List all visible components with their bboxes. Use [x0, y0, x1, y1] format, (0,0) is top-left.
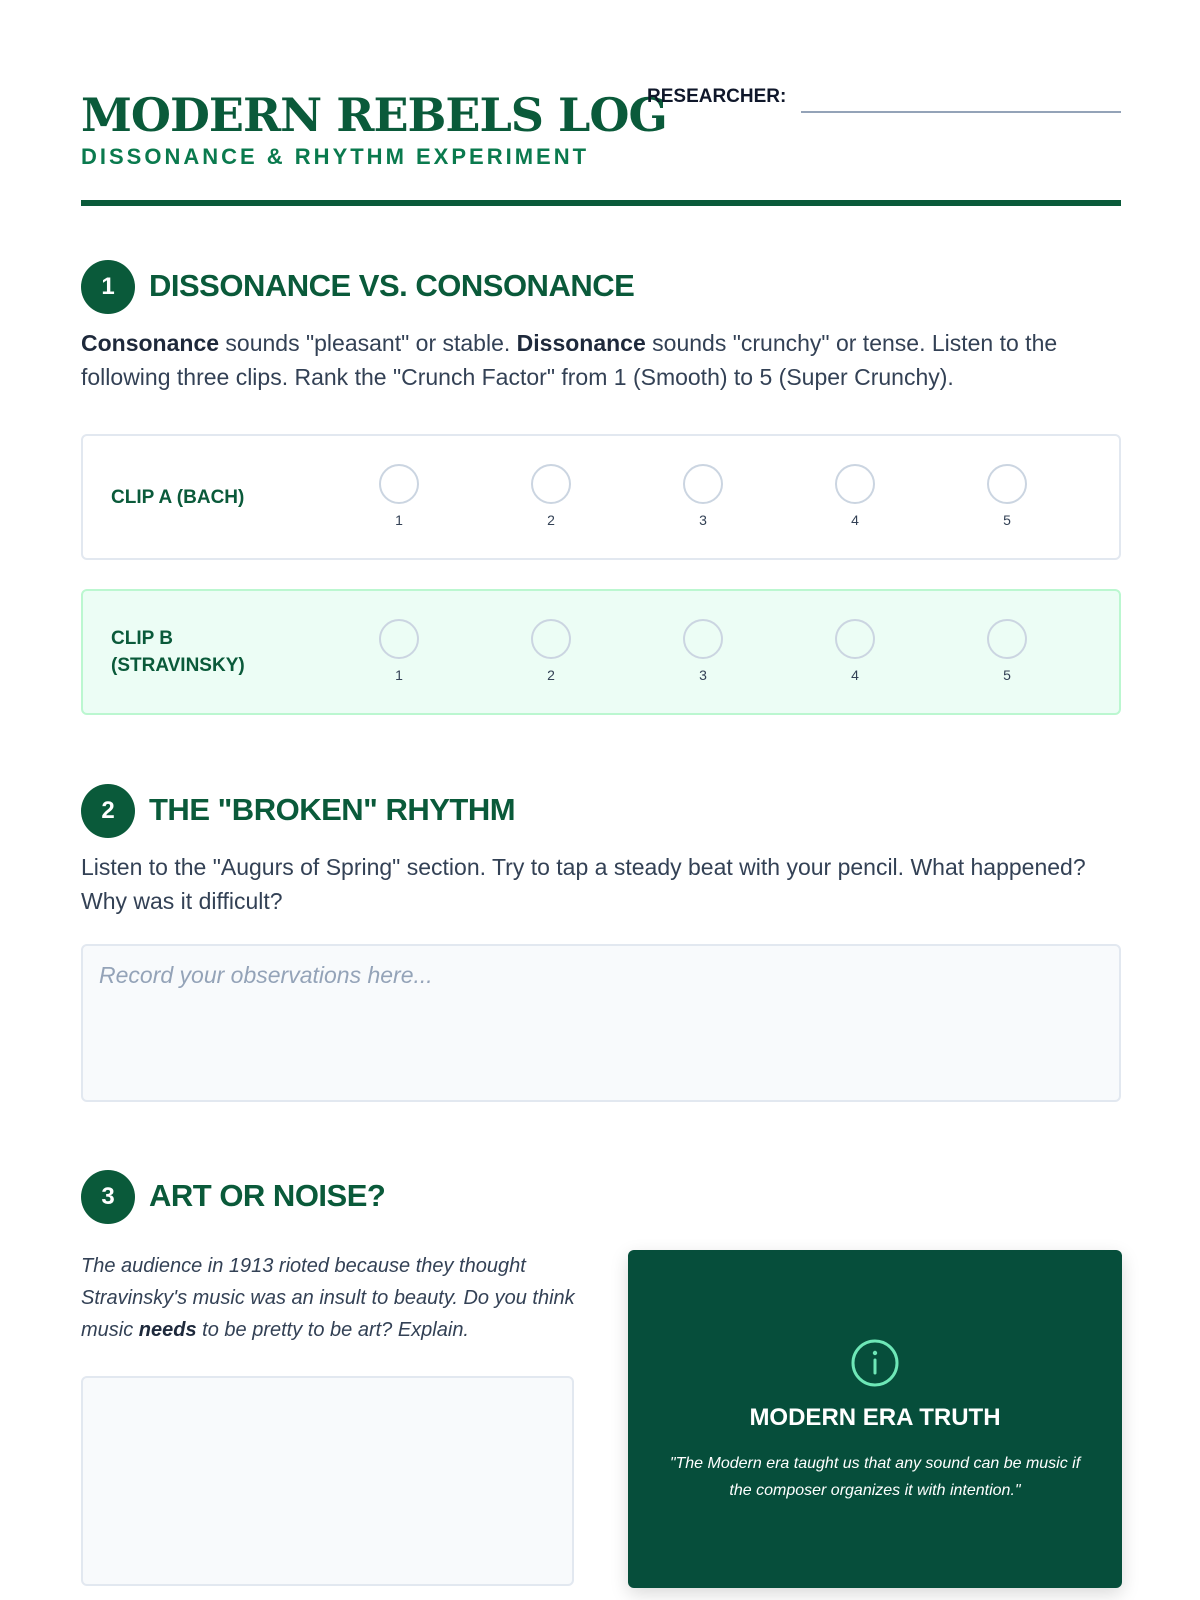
rating-number: 1 — [395, 512, 403, 528]
rating-number: 5 — [1003, 667, 1011, 683]
radio-circle[interactable] — [835, 464, 875, 504]
page-title: MODERN REBELS LOG — [81, 88, 667, 142]
card-quote: "The Modern era taught us that any sound can be music if the composer organizes it with intention." — [669, 1455, 1081, 1499]
radio-circle[interactable] — [531, 464, 571, 504]
rating-number: 4 — [851, 667, 859, 683]
radio-circle[interactable] — [835, 619, 875, 659]
term-consonance: Consonance — [81, 330, 220, 356]
header-divider — [81, 200, 1121, 206]
modern-era-truth-card — [628, 1250, 1122, 1588]
radio-circle[interactable] — [987, 619, 1027, 659]
card-title: MODERN ERA TRUTH — [749, 1404, 1001, 1431]
rating-number: 2 — [547, 667, 555, 683]
term-dissonance: Dissonance — [516, 330, 646, 356]
rating-option[interactable] — [521, 619, 581, 683]
radio-circle[interactable] — [683, 619, 723, 659]
section-2-heading — [81, 784, 1121, 838]
prompt-text-after: to be pretty to be art? Explain. — [196, 1319, 469, 1341]
clip-label: CLIP A (BACH) — [111, 487, 245, 508]
section-3-prompt — [81, 1250, 581, 1346]
radio-circle[interactable] — [683, 464, 723, 504]
section-title: ART OR NOISE? — [149, 1178, 386, 1213]
section-1-heading — [81, 260, 1121, 314]
clip-b-rating-row — [81, 589, 1121, 715]
worksheet-page — [81, 0, 1121, 1600]
section-number-badge: 2 — [81, 784, 135, 838]
section-title: THE "BROKEN" RHYTHM — [149, 792, 516, 827]
rating-option[interactable] — [673, 619, 733, 683]
section-number-badge: 3 — [81, 1170, 135, 1224]
intro-text-2: sounds "crunchy" or tense. Listen to the following three clips. Rank the "Crunch Factor" from 1 (Smooth) to 5 (Super Crunchy). — [81, 330, 1058, 390]
art-answer-textarea[interactable] — [81, 1376, 574, 1586]
radio-circle[interactable] — [531, 619, 571, 659]
section-1-intro — [81, 326, 1121, 394]
rating-option[interactable] — [369, 464, 429, 528]
radio-circle[interactable] — [379, 619, 419, 659]
prompt-emphasis: needs — [138, 1319, 197, 1341]
rating-option[interactable] — [825, 619, 885, 683]
info-icon — [850, 1338, 900, 1388]
rating-option[interactable] — [825, 464, 885, 528]
section-number-badge: 1 — [81, 260, 135, 314]
rating-option[interactable] — [369, 619, 429, 683]
researcher-label: RESEARCHER: — [647, 86, 787, 107]
section-3-heading — [81, 1170, 1121, 1224]
rating-number: 3 — [699, 512, 707, 528]
rating-number: 4 — [851, 512, 859, 528]
page-subtitle: DISSONANCE & RHYTHM EXPERIMENT — [81, 144, 590, 169]
section-title: DISSONANCE VS. CONSONANCE — [149, 268, 635, 303]
rating-option[interactable] — [977, 619, 1037, 683]
prompt-text-before: The audience in 1913 rioted because they thought Stravinsky's music was an insult to beauty. Do you think music — [81, 1255, 575, 1341]
rating-number: 1 — [395, 667, 403, 683]
rating-option[interactable] — [673, 464, 733, 528]
rating-option[interactable] — [977, 464, 1037, 528]
rating-number: 2 — [547, 512, 555, 528]
section-2-prompt: Listen to the "Augurs of Spring" section. Try to tap a steady beat with your pencil. What happened? Why was it difficult? — [81, 854, 1086, 914]
rating-number: 5 — [1003, 512, 1011, 528]
observations-textarea[interactable] — [81, 944, 1121, 1102]
observations-placeholder: Record your observations here... — [99, 962, 433, 988]
radio-circle[interactable] — [379, 464, 419, 504]
researcher-name-field[interactable] — [801, 111, 1121, 113]
rating-number: 3 — [699, 667, 707, 683]
rating-option[interactable] — [521, 464, 581, 528]
radio-circle[interactable] — [987, 464, 1027, 504]
clip-a-rating-row — [81, 434, 1121, 560]
header — [81, 78, 1121, 208]
clip-label: CLIP B (STRAVINSKY) — [111, 628, 245, 676]
intro-text-1: sounds "pleasant" or stable. — [219, 330, 517, 356]
